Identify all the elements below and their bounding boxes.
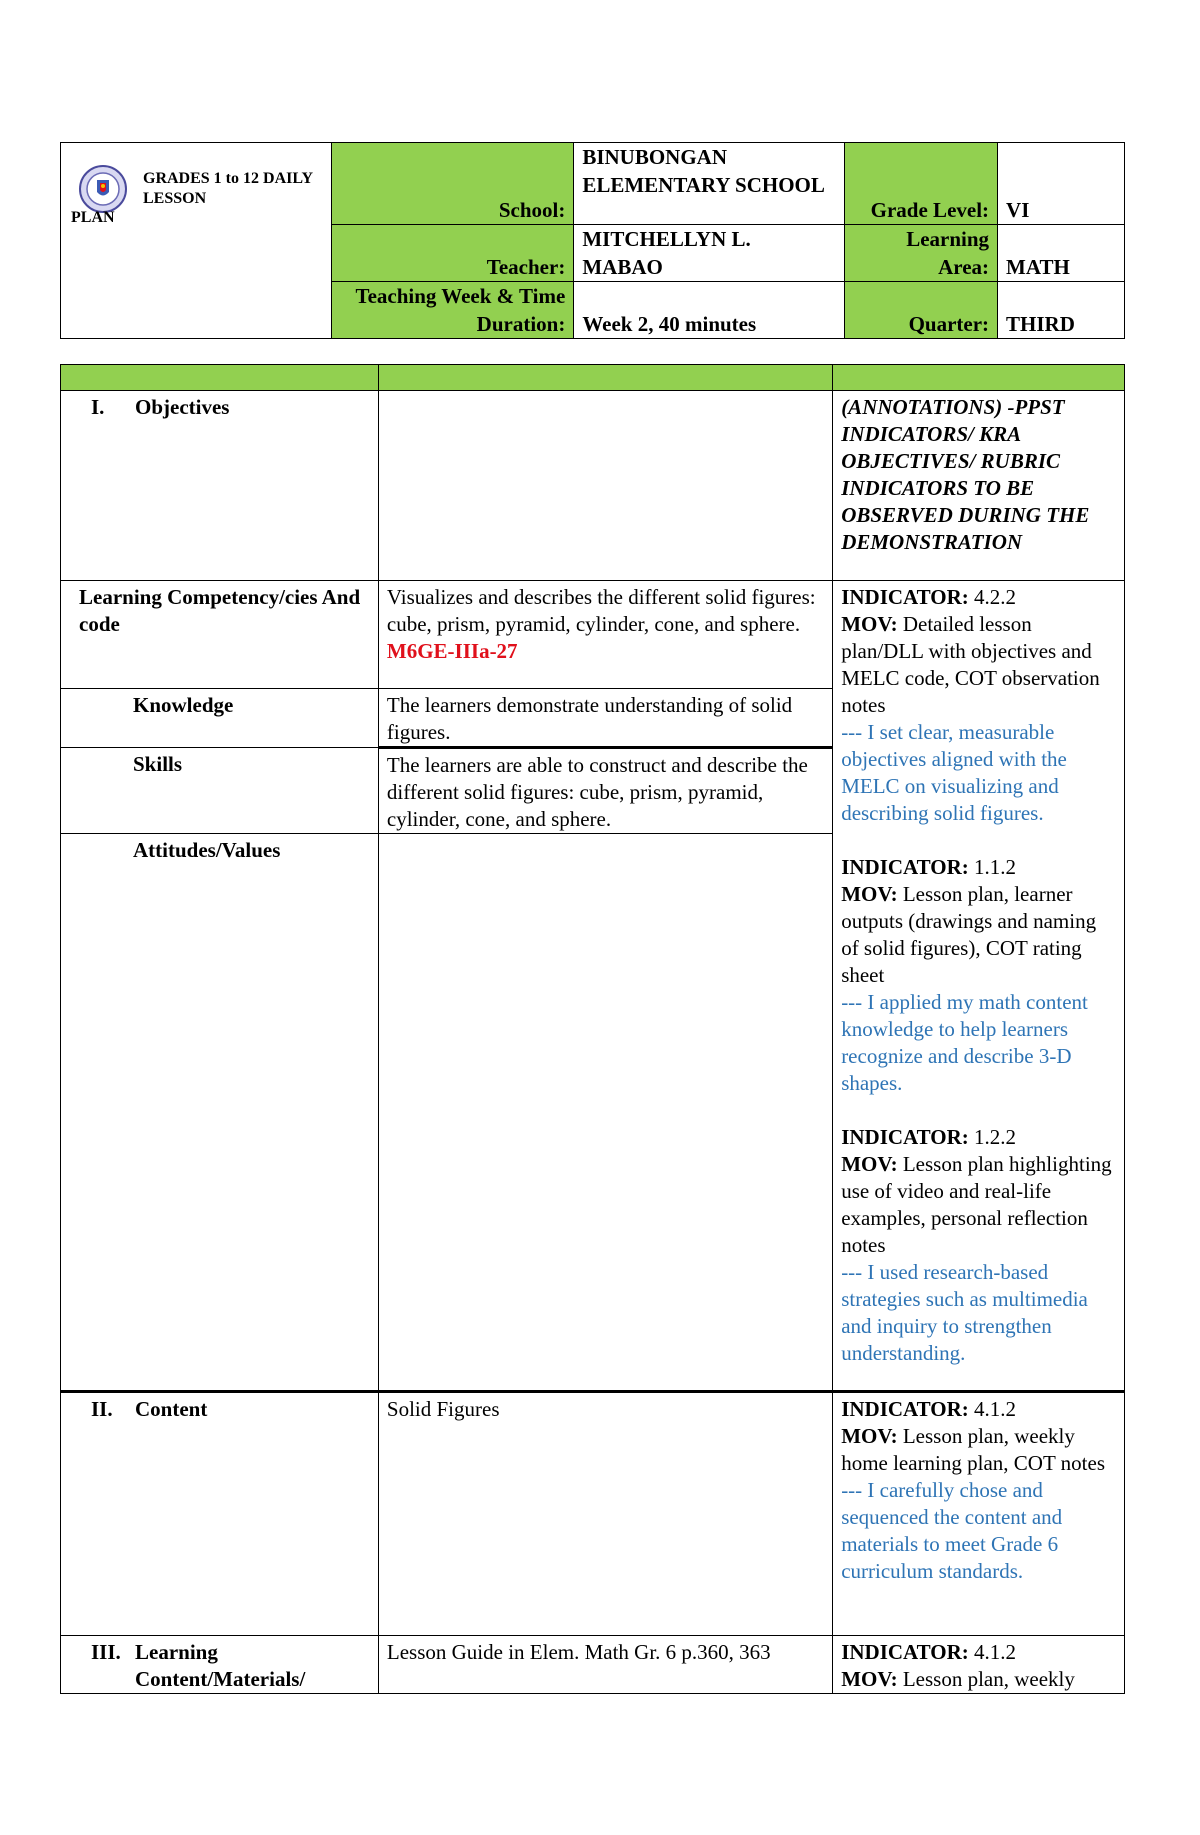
materials-label: Learning Content/Materials/ [135, 1640, 306, 1691]
indicator-2-value: 1.1.2 [974, 855, 1017, 879]
quarter-label: Quarter: [845, 282, 998, 339]
teacher-label: Teacher: [331, 225, 574, 282]
indicator-1-label: INDICATOR: [841, 585, 969, 609]
deped-seal-icon [79, 165, 127, 213]
materials-mov-value: Lesson plan, weekly [902, 1667, 1075, 1691]
materials-text: Lesson Guide in Elem. Math Gr. 6 p.360, 363 [378, 1636, 832, 1694]
objectives-label-cell [61, 391, 379, 581]
objectives-content-cell [378, 391, 832, 581]
attitudes-text [378, 834, 832, 1392]
indicators-objectives-cell [833, 581, 1125, 1392]
main-header-cell-1 [61, 365, 379, 391]
knowledge-label: Knowledge [61, 689, 379, 748]
main-header-cell-3 [833, 365, 1125, 391]
indicator-3-note: --- I used research-based strategies such as multimedia and inquiry to strengthen understanding. [841, 1260, 1088, 1365]
mov-2-label: MOV: [841, 882, 898, 906]
school-label: School: [331, 143, 574, 225]
dll-header-table [60, 142, 1125, 339]
content-indicator-value: 4.1.2 [974, 1397, 1017, 1421]
indicator-block-1 [841, 584, 1116, 827]
indicator-block-2 [841, 854, 1116, 1097]
indicator-3-label: INDICATOR: [841, 1125, 969, 1149]
quarter-value: THIRD [998, 282, 1125, 339]
dll-title: GRADES 1 to 12 DAILY LESSON [143, 170, 313, 207]
dll-main-table [60, 364, 1125, 1694]
content-mov-value: Lesson plan, weekly home learning plan, COT notes [841, 1424, 1105, 1475]
attitudes-label: Attitudes/Values [61, 834, 379, 1392]
content-note: --- I carefully chose and sequenced the content and materials to meet Grade 6 curriculum standards. [841, 1478, 1063, 1583]
skills-text: The learners are able to construct and describe the different solid figures: cube, prism, pyramid, cylinder, cone, and sphere. [378, 748, 832, 834]
materials-label-cell [61, 1636, 379, 1694]
materials-indicator-label: INDICATOR: [841, 1640, 969, 1664]
content-text: Solid Figures [378, 1392, 832, 1636]
indicator-1-note: --- I set clear, measurable objectives aligned with the MELC on visualizing and describing solid figures. [841, 720, 1067, 825]
dll-title-plan: PLAN [71, 209, 115, 226]
competency-code: M6GE-IIIa-27 [386, 639, 518, 663]
materials-number: III. [91, 1640, 121, 1664]
materials-indicator-cell [833, 1636, 1125, 1694]
objectives-number: I. [91, 395, 105, 419]
content-indicator-cell [833, 1392, 1125, 1636]
competency-cell [378, 581, 832, 689]
indicator-1-value: 4.2.2 [974, 585, 1017, 609]
mov-1-label: MOV: [841, 612, 898, 636]
materials-indicator-value: 4.1.2 [974, 1640, 1017, 1664]
content-indicator-label: INDICATOR: [841, 1397, 969, 1421]
mov-1-value: Detailed lesson plan/DLL with objectives and MELC code, COT observation notes [841, 612, 1100, 717]
knowledge-text: The learners demonstrate understanding of solid figures. [378, 689, 832, 748]
dll-title-cell [61, 143, 332, 339]
content-label-cell [61, 1392, 379, 1636]
annotation-heading: (ANNOTATIONS) -PPST INDICATORS/ KRA OBJECTIVES/ RUBRIC INDICATORS TO BE OBSERVED DURING THE DEMONSTRATION [833, 391, 1125, 581]
grade-level-label: Grade Level: [845, 143, 998, 225]
teaching-week-label: Teaching Week & Time Duration: [331, 282, 574, 339]
mov-2-value: Lesson plan, learner outputs (drawings and naming of solid figures), COT rating sheet [841, 882, 1097, 987]
indicator-2-note: --- I applied my math content knowledge to help learners recognize and describe 3-D shapes. [841, 990, 1088, 1095]
school-value: BINUBONGAN ELEMENTARY SCHOOL [574, 143, 845, 225]
materials-mov-label: MOV: [841, 1667, 898, 1691]
teacher-value: MITCHELLYN L. MABAO [574, 225, 845, 282]
main-header-cell-2 [378, 365, 832, 391]
learning-area-value: MATH [998, 225, 1125, 282]
content-label: Content [135, 1397, 208, 1421]
competency-text: Visualizes and describes the different solid figures: cube, prism, pyramid, cylinder, cone, and sphere. [386, 585, 816, 636]
learning-area-label: Learning Area: [845, 225, 998, 282]
grade-level-value: VI [998, 143, 1125, 225]
content-mov-label: MOV: [841, 1424, 898, 1448]
teaching-week-value: Week 2, 40 minutes [574, 282, 845, 339]
indicator-2-label: INDICATOR: [841, 855, 969, 879]
indicator-block-3 [841, 1124, 1116, 1367]
skills-label: Skills [61, 748, 379, 834]
indicator-3-value: 1.2.2 [974, 1125, 1017, 1149]
objectives-label: Objectives [135, 395, 230, 419]
content-number: II. [91, 1397, 113, 1421]
competency-label: Learning Competency/cies And code [61, 581, 379, 689]
mov-3-label: MOV: [841, 1152, 898, 1176]
mov-3-value: Lesson plan highlighting use of video and real-life examples, personal reflection notes [841, 1152, 1112, 1257]
